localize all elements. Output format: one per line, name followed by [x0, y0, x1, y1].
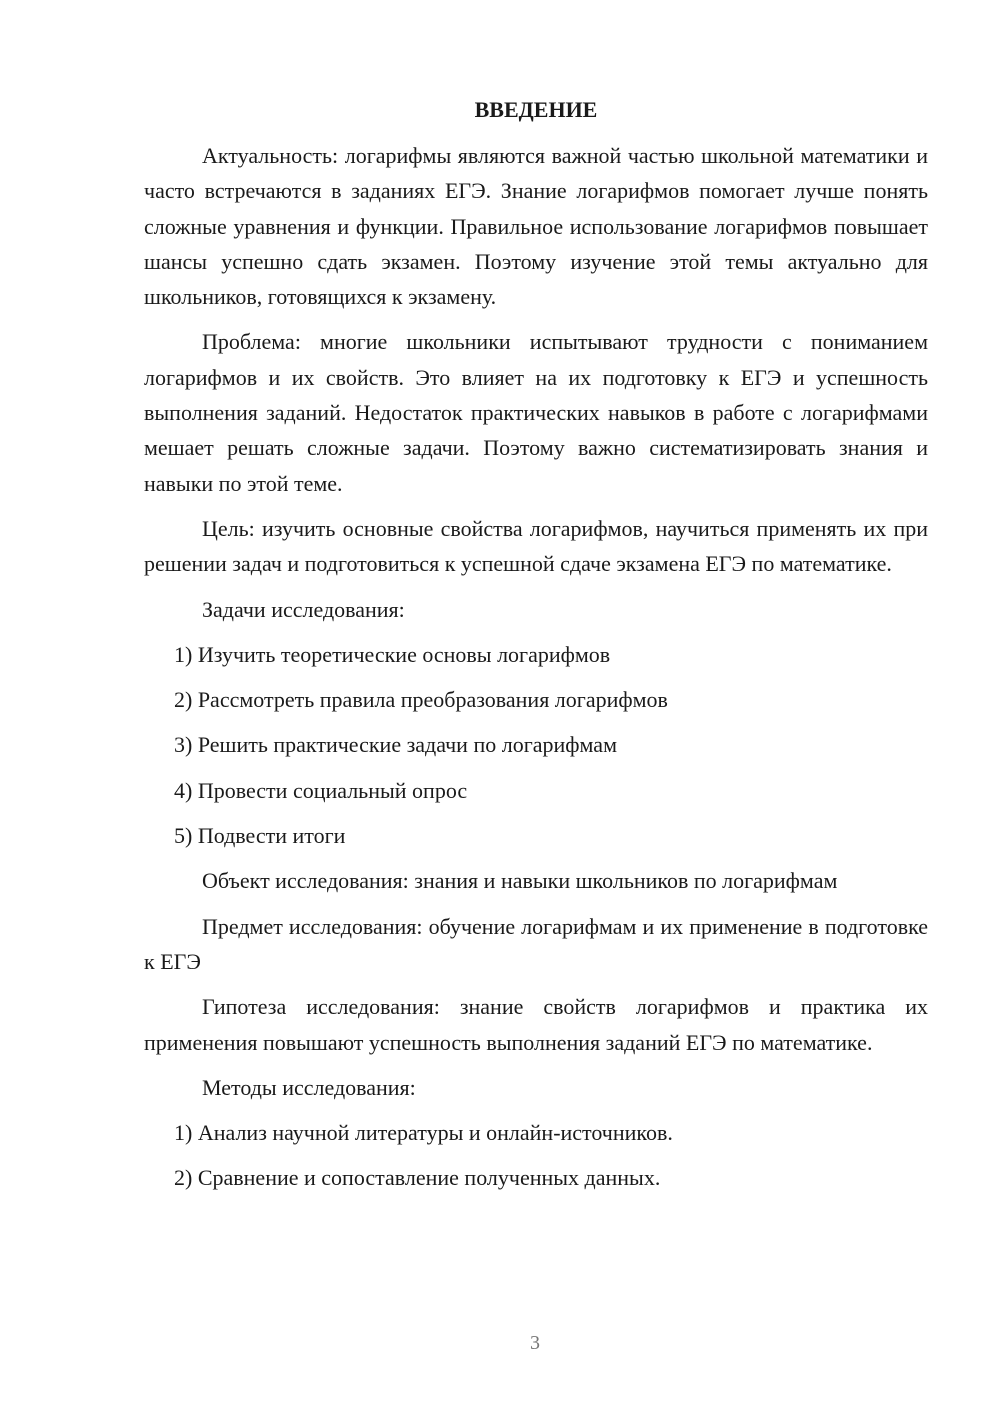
methods-heading: Методы исследования:: [202, 1074, 416, 1100]
page-content: [144, 92, 928, 1206]
hypothesis-paragraph: Гипотеза исследования: знание свойств логарифмов и практика их применения повышают успешность выполнения заданий ЕГЭ по математике.: [144, 994, 928, 1055]
subject-paragraph: Предмет исследования: обучение логарифмам и их применение в подготовке к ЕГЭ: [144, 913, 928, 974]
relevance-paragraph: Актуальность: логарифмы являются важной частью школьной математики и часто встречаются в заданиях ЕГЭ. Знание логарифмов помогает лучше понять сложные уравнения и функции. Правильное использование логарифмов повышает шансы успешно сдать экзамен. Поэтому изучение этой темы актуально для школьников, готовящихся к экзамену.: [144, 143, 928, 310]
problem-paragraph: Проблема: многие школьники испытывают трудности с пониманием логарифмов и их свойств. Это влияет на их подготовку к ЕГЭ и успешность выполнения заданий. Недостаток практических навыков в работе с логарифмами мешает решать сложные задачи. Поэтому важно систематизировать знания и навыки по этой теме.: [144, 329, 928, 496]
task-item-1: 1) Изучить теоретические основы логарифмов: [174, 641, 611, 667]
section-heading: ВВЕДЕНИЕ: [474, 97, 598, 122]
task-item-2: 2) Рассмотреть правила преобразования логарифмов: [174, 687, 668, 713]
task-item-5: 5) Подвести итоги: [174, 823, 346, 849]
object-paragraph: Объект исследования: знания и навыки школьников по логарифмам: [202, 868, 838, 894]
method-item-1: 1) Анализ научной литературы и онлайн-источников.: [174, 1120, 673, 1146]
task-item-4: 4) Провести социальный опрос: [174, 777, 468, 803]
task-item-3: 3) Решить практические задачи по логарифмам: [174, 732, 617, 758]
goal-paragraph: Цель: изучить основные свойства логарифмов, научиться применять их при решении задач и подготовиться к успешной сдаче экзамена ЕГЭ по математике.: [144, 515, 928, 577]
page-number: 3: [530, 1332, 540, 1354]
tasks-heading: Задачи исследования:: [202, 596, 405, 622]
method-item-2: 2) Сравнение и сопоставление полученных данных.: [174, 1165, 661, 1191]
